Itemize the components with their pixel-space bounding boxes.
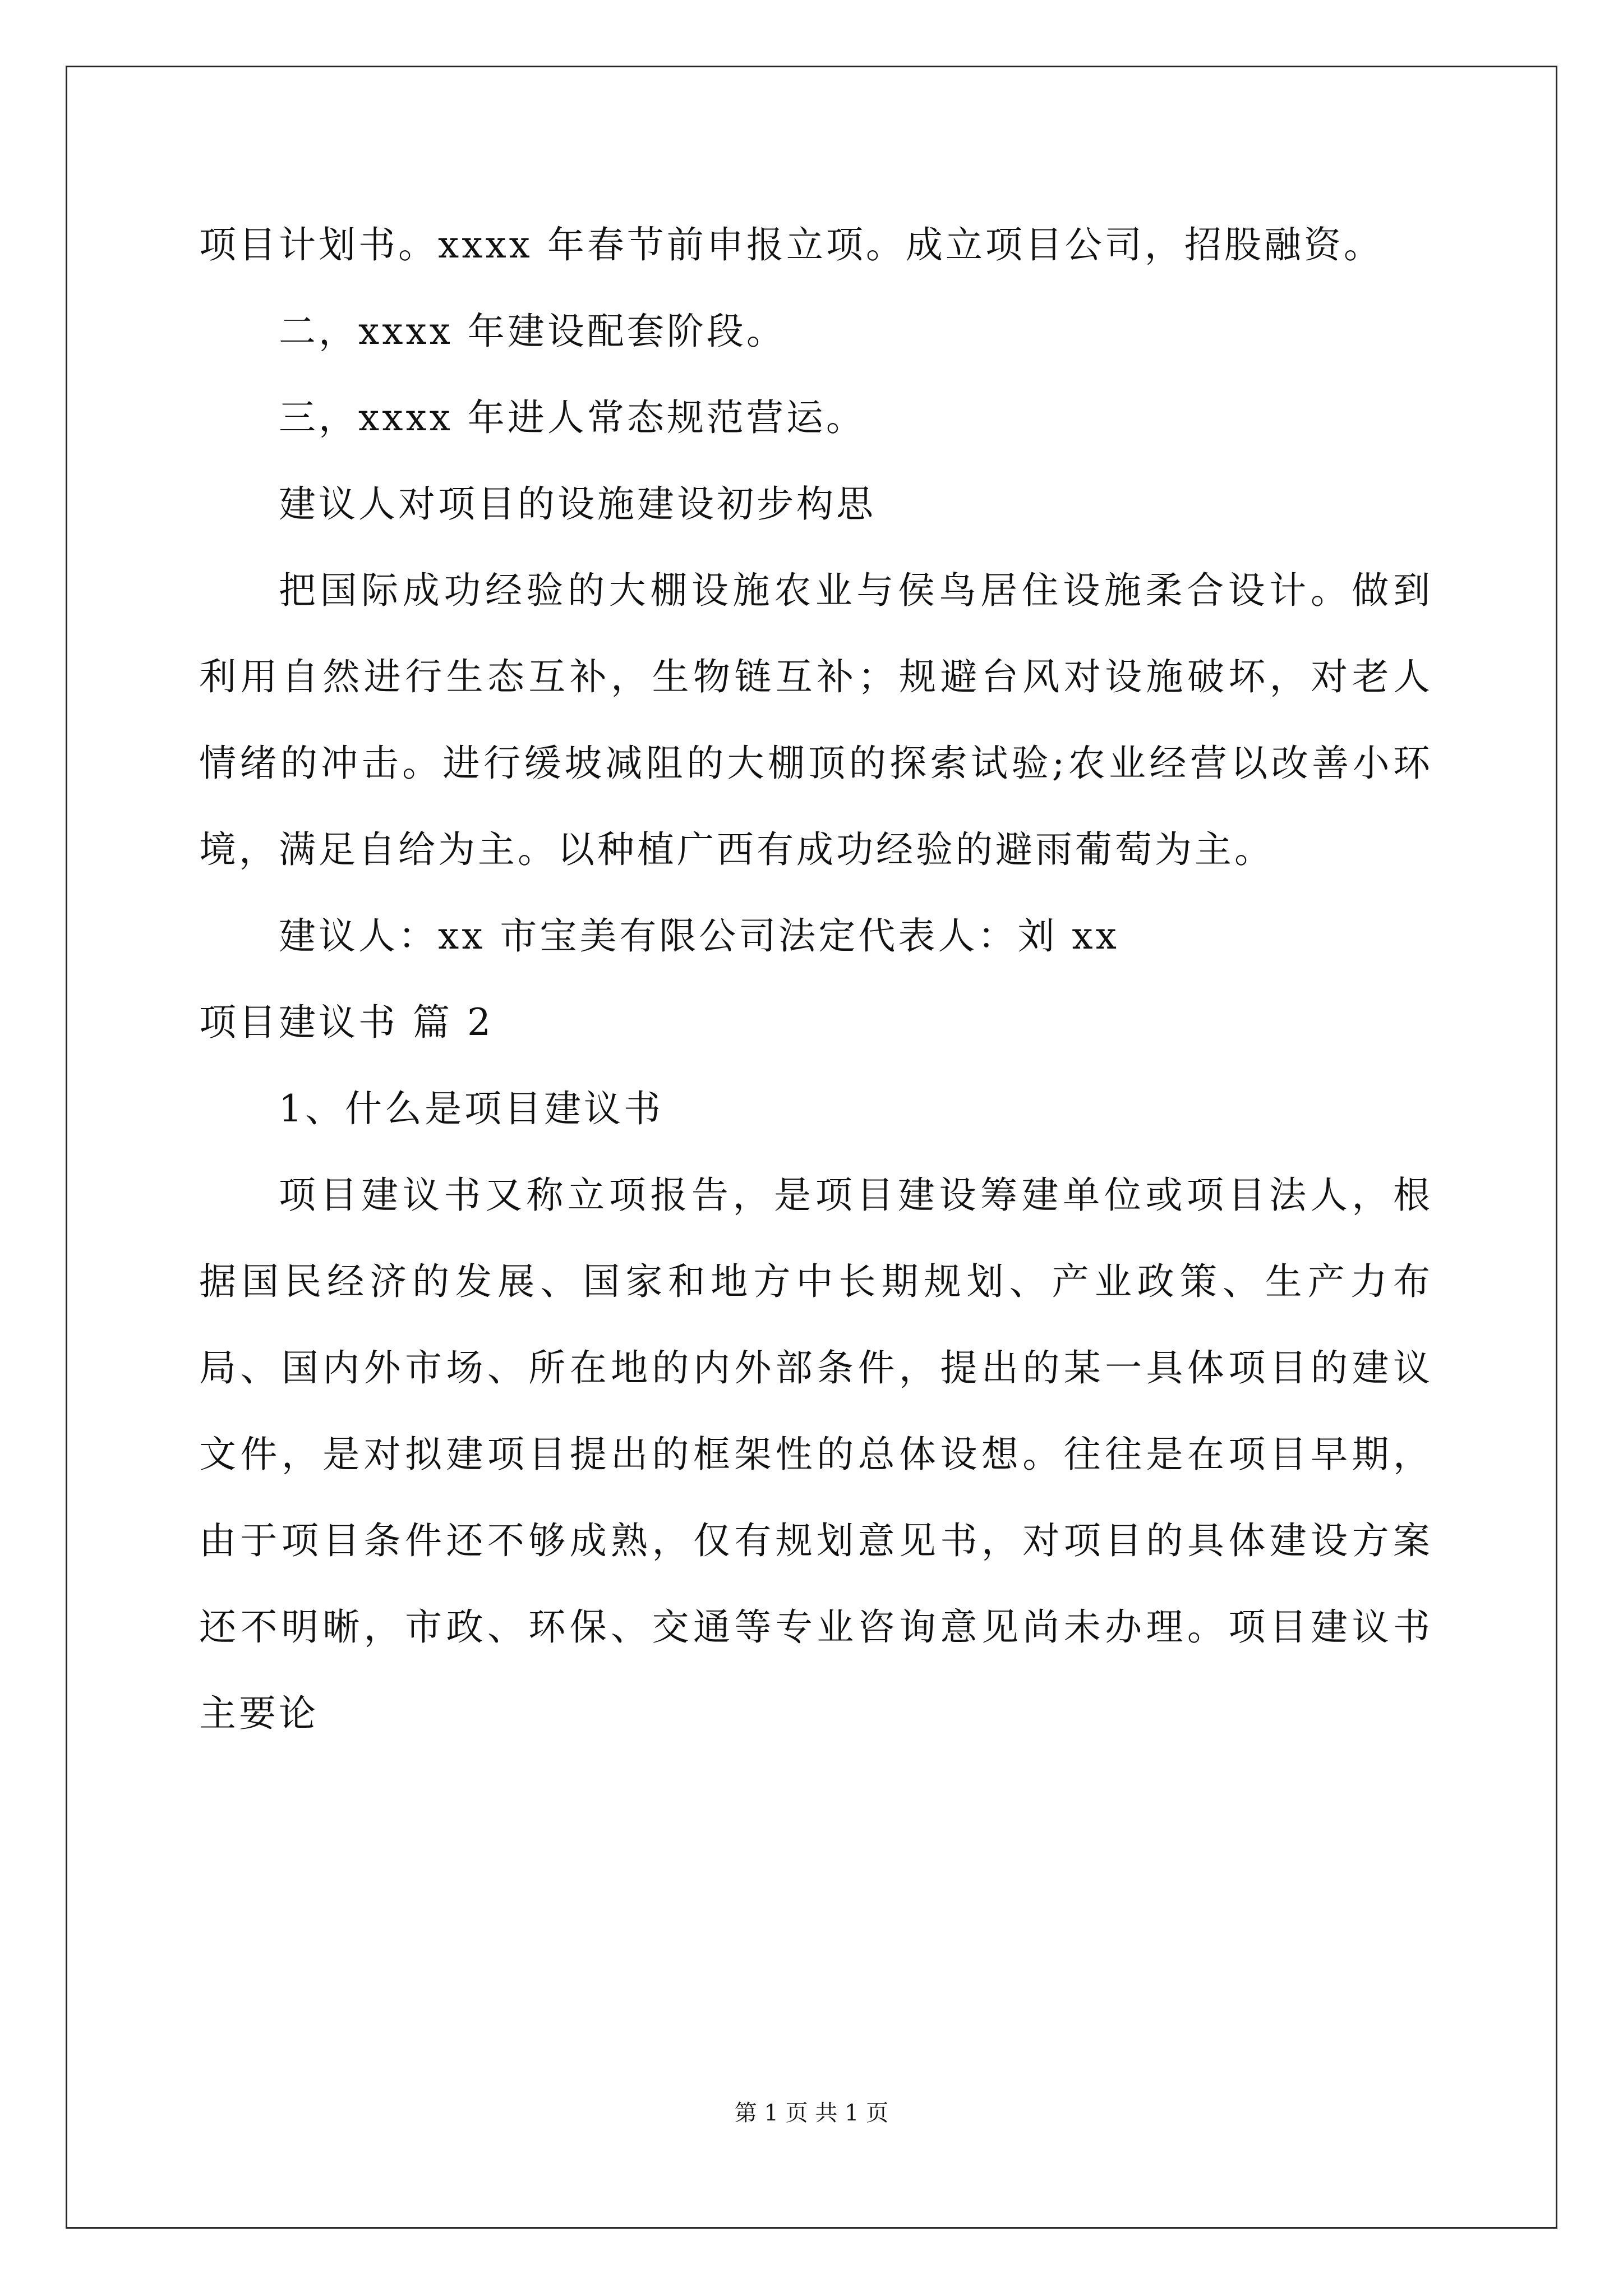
paragraph-2: 二，xxxx 年建设配套阶段。	[279, 310, 786, 353]
paragraph-1: 项目计划书。xxxx 年春节前申报立项。成立项目公司，招股融资。	[199, 223, 1384, 266]
page-footer: 第 1 页 共 1 页	[734, 2100, 889, 2126]
paragraph-5: 把国际成功经验的大棚设施农业与侯鸟居住设施柔合设计。做到利用自然进行生态互补，生物链互补；规避台风对设施破坏，对老人情绪的冲击。进行缓坡减阻的大棚顶的探索试验;农业经营以改善小环境，满足自给为主。以种植广西有成功经验的避雨葡萄为主。	[199, 569, 1433, 871]
paragraph-6: 建议人：xx 市宝美有限公司法定代表人：刘 xx	[279, 914, 1119, 958]
paragraph-4: 建议人对项目的设施建设初步构思	[279, 482, 876, 526]
document-body	[199, 202, 1433, 1757]
paragraph-3: 三，xxxx 年进人常态规范营运。	[279, 396, 866, 439]
section-heading: 项目建议书 篇 2	[199, 1001, 494, 1044]
paragraph-8: 1、什么是项目建议书	[279, 1087, 663, 1130]
paragraph-9: 项目建议书又称立项报告，是项目建设筹建单位或项目法人，根据国民经济的发展、国家和地方中长期规划、产业政策、生产力布局、国内外市场、所在地的内外部条件，提出的某一具体项目的建议文件，是对拟建项目提出的框架性的总体设想。往往是在项目早期，由于项目条件还不够成熟，仅有规划意见书，对项目的具体建设方案还不明晰，市政、环保、交通等专业咨询意见尚未办理。项目建议书主要论	[199, 1174, 1433, 1735]
